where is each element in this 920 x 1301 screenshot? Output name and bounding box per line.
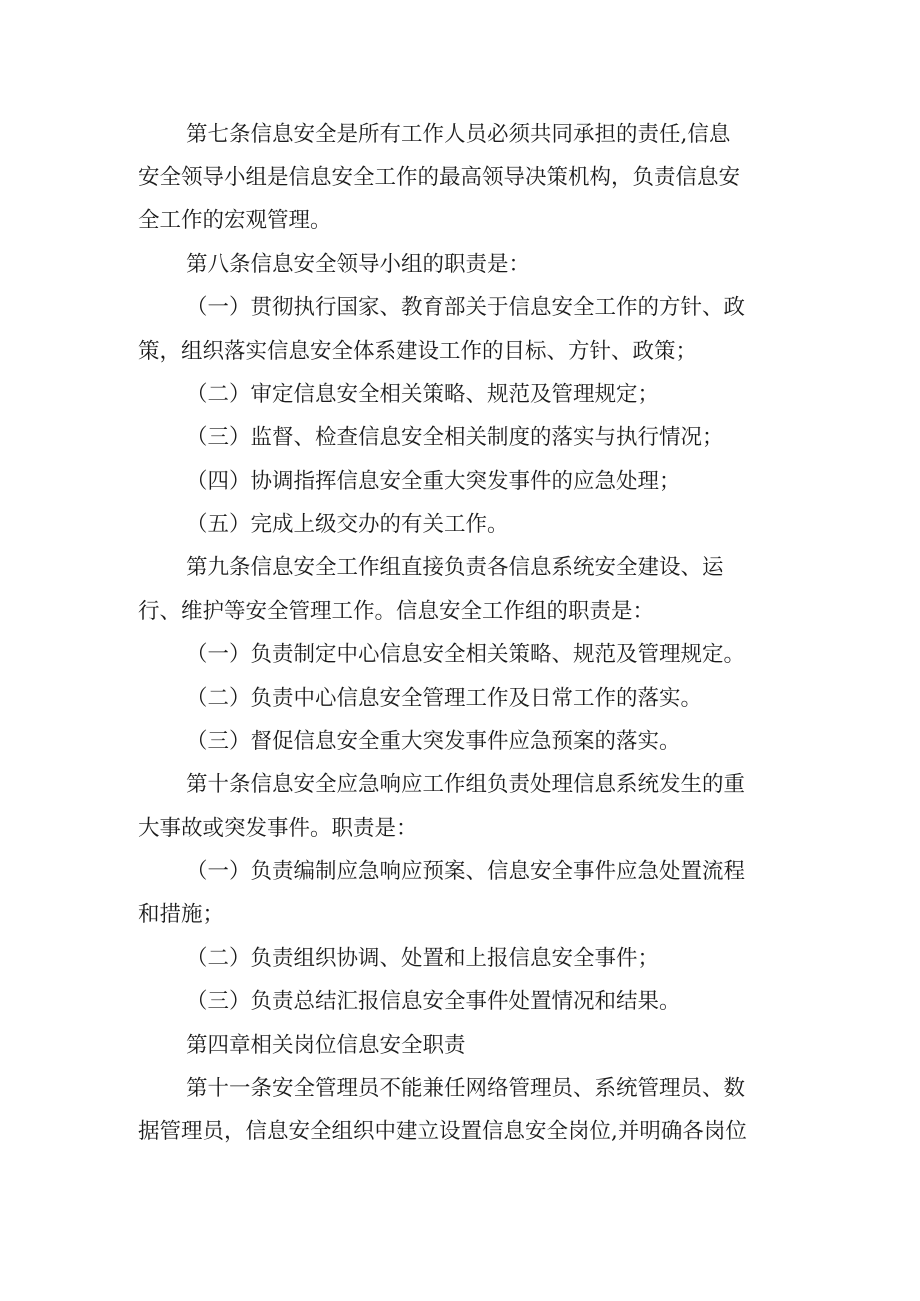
text-line: 全工作的宏观管理。: [138, 208, 332, 233]
text-line: 第七条信息安全是所有工作人员必须共同承担的责任,信息: [186, 122, 731, 147]
text-line: （三）负责总结汇报信息安全事件处置情况和结果。: [186, 989, 681, 1014]
text-line: （五）完成上级交办的有关工作。: [186, 512, 509, 537]
text-line: 据管理员，信息安全组织中建立设置信息安全岗位,并明确各岗位: [138, 1119, 747, 1144]
chapter-heading: 第四章相关岗位信息安全职责: [186, 1033, 466, 1058]
text-line: 第八条信息安全领导小组的职责是：: [186, 252, 531, 277]
text-line: （二）审定信息安全相关策略、规范及管理规定；: [186, 382, 660, 407]
text-line: 第九条信息安全工作组直接负责各信息系统安全建设、运: [186, 555, 724, 580]
text-line: 第十一条安全管理员不能兼任网络管理员、系统管理员、数: [186, 1076, 746, 1101]
text-line: 安全领导小组是信息安全工作的最高领导决策机构，负责信息安: [138, 165, 741, 190]
text-line: 行、维护等安全管理工作。信息安全工作组的职责是：: [138, 599, 655, 624]
text-line: （三）监督、检查信息安全相关制度的落实与执行情况；: [186, 425, 724, 450]
text-line: （四）协调指挥信息安全重大突发事件的应急处理；: [186, 469, 681, 494]
text-line: 和措施；: [138, 902, 225, 927]
text-line: （三）督促信息安全重大突发事件应急预案的落实。: [186, 729, 681, 754]
text-line: （一）贯彻执行国家、教育部关于信息安全工作的方针、政: [186, 295, 746, 320]
text-line: 策，组织落实信息安全体系建设工作的目标、方针、政策；: [138, 339, 698, 364]
text-line: 第十条信息安全应急响应工作组负责处理信息系统发生的重: [186, 772, 746, 797]
text-line: （一）负责编制应急响应预案、信息安全事件应急处置流程: [186, 859, 746, 884]
text-line: （二）负责中心信息安全管理工作及日常工作的落实。: [186, 686, 703, 711]
text-line: 大事故或突发事件。职责是：: [138, 816, 418, 841]
text-line: （二）负责组织协调、处置和上报信息安全事件；: [186, 946, 660, 971]
text-line: （一）负责制定中心信息安全相关策略、规范及管理规定。: [186, 642, 746, 667]
